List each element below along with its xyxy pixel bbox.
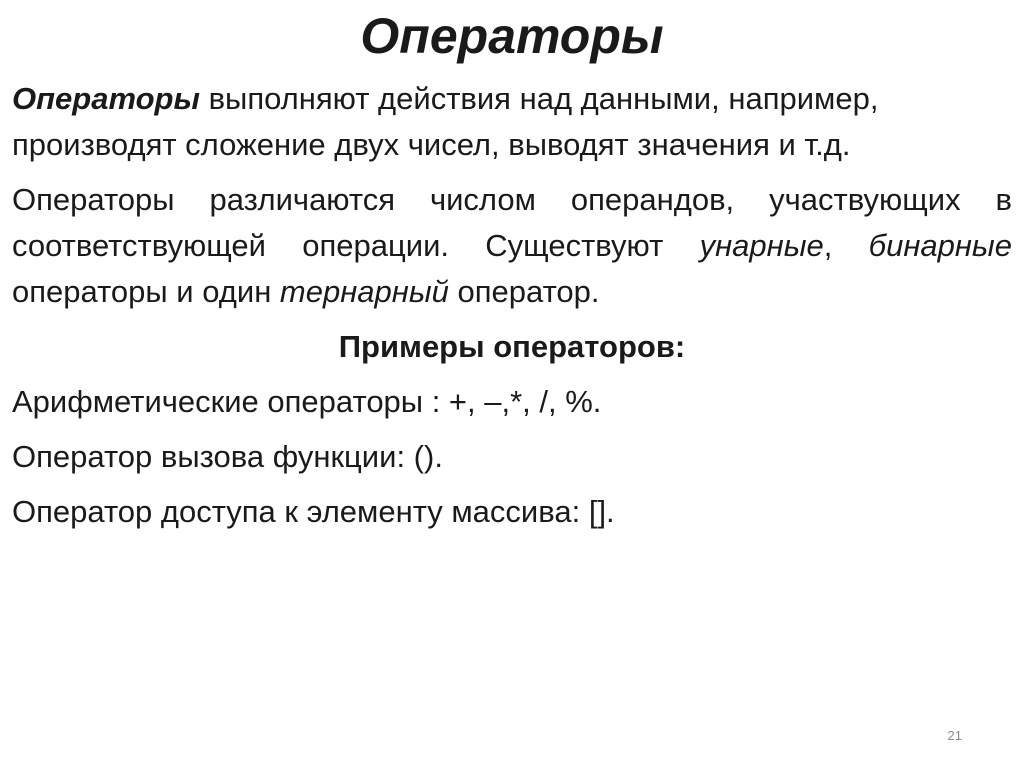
- definition-text: выполняют действия над данными, например, производят сложение двух чисел, выводят значения и т.д.: [12, 81, 879, 162]
- term-operators: Операторы: [12, 81, 200, 116]
- operand-text-3: оператор.: [448, 274, 600, 309]
- page-number: 21: [947, 728, 962, 743]
- slide-body: [12, 76, 1012, 544]
- operand-paragraph: [12, 177, 1012, 315]
- example-array-access: Оператор доступа к элементу массива: [].: [12, 494, 615, 529]
- definition-paragraph: [12, 76, 1012, 168]
- examples-heading: Примеры операторов:: [338, 329, 686, 364]
- term-ternary: тернарный: [279, 274, 449, 309]
- example-arithmetic: Арифметические операторы : +, –,*, /, %.: [12, 384, 602, 419]
- term-unary: унарные: [699, 228, 824, 263]
- operand-text-2: операторы и один: [12, 274, 280, 309]
- operand-comma: ,: [823, 228, 869, 263]
- term-binary: бинарные: [868, 228, 1012, 263]
- slide-title: Операторы: [360, 8, 664, 64]
- example-function-call: Оператор вызова функции: ().: [12, 439, 443, 474]
- operand-text-1: Операторы различаются числом операндов, участвующих в соответствующей операции. Существуют: [12, 182, 1012, 263]
